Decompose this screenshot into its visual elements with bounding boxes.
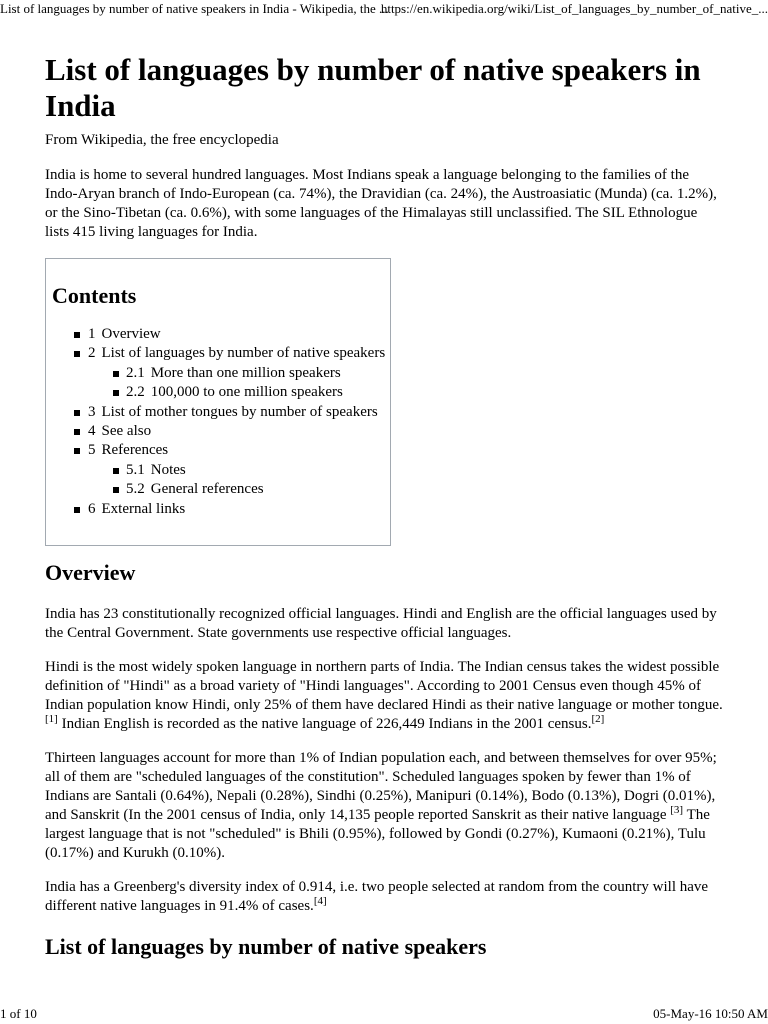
toc-item-overview[interactable]	[52, 325, 390, 344]
toc-item-general-references[interactable]	[52, 480, 390, 499]
toc-link[interactable]: External links	[101, 500, 186, 517]
paragraph-text: The largest language that is not "scheduled" is Bhili (0.95%), followed by Gondi (0.27%), Kumaoni (0.21%), Tulu (0.17%) and Kurukh (0.10%).	[45, 807, 710, 861]
toc-number: 2.2	[126, 384, 145, 401]
citation-link[interactable]: [4]	[313, 895, 327, 907]
toc-item-list-of-languages[interactable]	[52, 344, 390, 363]
print-header-title: List of languages by number of native speakers in India - Wikipedia, the ...	[0, 1, 389, 16]
toc-link[interactable]: More than one million speakers	[150, 364, 341, 381]
bullet-icon	[74, 351, 80, 357]
bullet-icon	[74, 332, 80, 338]
bullet-icon	[74, 429, 80, 435]
toc-title: Contents	[52, 283, 137, 308]
toc-item-notes[interactable]	[52, 461, 390, 480]
section-heading-overview: Overview	[45, 560, 136, 585]
print-header	[0, 0, 768, 20]
toc-number: 4	[88, 423, 96, 440]
print-footer	[0, 1004, 768, 1024]
bullet-icon	[113, 371, 119, 377]
paragraph-text: Thirteen languages account for more than 1% of Indian population each, and between themselves for over 95%; all of them are "scheduled languages of the constitution". Scheduled languages spoken by fewer than 1% of Indians are Santali (0.64%), Nepali (0.28%), Sindhi (0.25%), Manipuri (0.14%), Bodo (0.13%), Dogri (0.01%), and Sanskrit (In the 2001 census of India, only 14,135 people reported Sanskrit as their native language	[45, 750, 717, 823]
toc-item-external-links[interactable]	[52, 500, 390, 519]
toc-number: 2	[88, 345, 96, 362]
toc-item-see-also[interactable]	[52, 422, 390, 441]
bullet-icon	[74, 507, 80, 513]
toc-number: 1	[88, 326, 96, 342]
bullet-icon	[113, 487, 119, 493]
overview-paragraph-3	[45, 749, 725, 863]
toc-number: 2.1	[126, 364, 145, 381]
citation-link[interactable]: [1]	[45, 713, 58, 725]
toc-item-more-than-one-million[interactable]	[52, 364, 390, 383]
bullet-icon	[74, 410, 80, 416]
toc-number: 5	[88, 442, 96, 459]
toc-item-references[interactable]	[52, 441, 390, 460]
overview-paragraph-2	[45, 658, 725, 734]
paragraph-text: Indian English is recorded as the native language of 226,449 Indians in the 2001 census.	[57, 716, 592, 732]
toc-link[interactable]: References	[101, 442, 169, 459]
table-of-contents	[45, 258, 391, 546]
print-date: 05-May-16 10:50 AM	[653, 1006, 768, 1021]
toc-item-mother-tongues[interactable]	[52, 403, 390, 422]
overview-paragraph-1: India has 23 constitutionally recognized official languages. Hindi and English are the official languages used by the Central Government. State governments use respective official languages.	[45, 606, 717, 641]
page-number: 1 of 10	[0, 1006, 37, 1021]
intro-paragraph: India is home to several hundred languages. Most Indians speak a language belonging to the families of the Indo-Aryan branch of Indo-European (ca. 74%), the Dravidian (ca. 24%), the Austroasiatic (Munda) (ca. 1.2%), or the Sino-Tibetan (ca. 0.6%), with some languages of the Himalayas still unclassified. The SIL Ethnologue lists 415 living languages for India.	[45, 167, 717, 240]
toc-link[interactable]: 100,000 to one million speakers	[150, 384, 343, 401]
citation-link[interactable]: [3]	[670, 804, 684, 816]
article-content	[45, 52, 725, 960]
print-header-url: https://en.wikipedia.org/wiki/List_of_languages_by_number_of_native_...	[380, 1, 768, 16]
toc-number: 5.1	[126, 461, 145, 478]
toc-link[interactable]: List of languages by number of native speakers	[101, 345, 386, 362]
toc-link[interactable]: Notes	[150, 461, 186, 478]
site-tagline: From Wikipedia, the free encyclopedia	[45, 132, 279, 148]
toc-link[interactable]: General references	[150, 481, 264, 498]
toc-number: 5.2	[126, 481, 145, 498]
citation-link[interactable]: [2]	[591, 713, 605, 725]
toc-list	[52, 325, 390, 519]
toc-link[interactable]: Overview	[101, 326, 161, 342]
page-title: List of languages by number of native speakers in India	[45, 52, 701, 123]
toc-item-100000-to-one-million[interactable]	[52, 383, 390, 402]
toc-number: 6	[88, 500, 96, 517]
section-heading-list-of-languages: List of languages by number of native speakers	[45, 934, 487, 959]
toc-link[interactable]: List of mother tongues by number of speakers	[101, 403, 378, 420]
toc-link[interactable]: See also	[101, 423, 152, 440]
toc-number: 3	[88, 403, 96, 420]
bullet-icon	[113, 468, 119, 474]
paragraph-text: Hindi is the most widely spoken language in northern parts of India. The Indian census takes the widest possible definition of "Hindi" as a broad variety of "Hindi languages". According to 2001 Census even though 45% of Indian population know Hindi, only 25% of them have declared Hindi as their native language or mother tongue.	[45, 659, 723, 713]
bullet-icon	[113, 390, 119, 396]
bullet-icon	[74, 448, 80, 454]
overview-paragraph-4	[45, 878, 725, 916]
paragraph-text: India has a Greenberg's diversity index of 0.914, i.e. two people selected at random from the country will have different native languages in 91.4% of cases.	[45, 879, 709, 914]
